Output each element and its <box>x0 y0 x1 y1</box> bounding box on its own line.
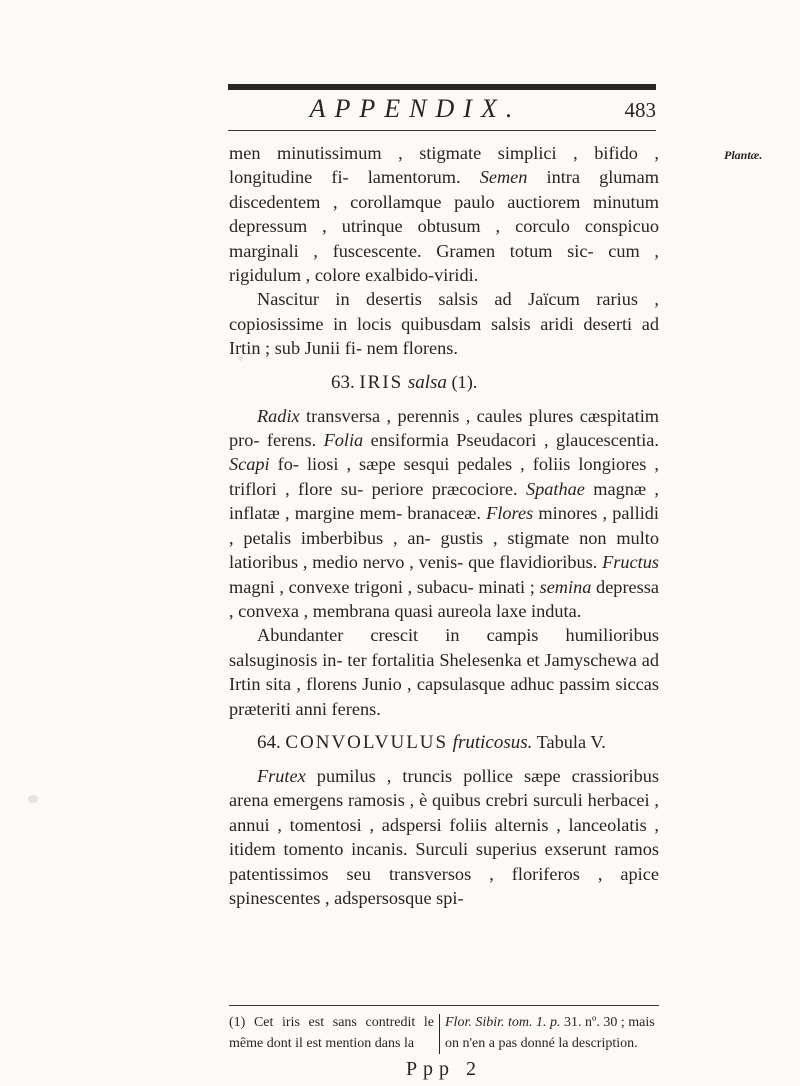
term-text: minores , pallidi , petalis imberbibus , an- gustis , stigmate non multo latioribus , medio nervo , venis- que flavidioribus. <box>229 503 660 573</box>
term-text: ensiformia Pseudacori , glaucescentia. <box>363 430 659 451</box>
header-thick-rule <box>228 84 656 90</box>
term-text: magni , convexe trigoni , subacu- minati ; <box>229 576 540 597</box>
footnote-rule <box>229 1005 659 1006</box>
footnote-left-column: (1) Cet iris est sans contredit le même dont il est mention dans la <box>229 1015 434 1051</box>
term-text: depressa , convexa , membrana quasi aureola laxe induta. <box>229 576 659 621</box>
entry-number: 64. <box>257 731 281 753</box>
term-label: Folia <box>323 430 364 451</box>
term-label: Spathae <box>525 478 585 499</box>
term-label: Fructus <box>602 552 659 573</box>
term-label: Radix <box>257 405 300 426</box>
footnote-column-divider <box>439 1014 440 1054</box>
entry-epithet: salsa <box>407 371 447 393</box>
text-run: men minutissimum , stigmate simplici , bifido , longitudine fi- lamentorum. <box>229 143 659 188</box>
footnote-reference: (1). <box>451 371 478 392</box>
header-thin-rule <box>228 130 656 131</box>
description-paragraph <box>229 404 659 624</box>
entry-epithet: fruticosus. <box>452 731 533 753</box>
running-head <box>228 94 656 128</box>
plate-reference: Tabula V. <box>536 731 606 752</box>
term-label: semina <box>539 576 592 597</box>
term-text: pumilus , truncis pollice sæpe crassioribus arena emergens ramosis , è quibus crebri surculi herbacei , annui , tomentosi , adspersi foliis alternis , lanceolatis , itidem tomento incanis. Surculi superius exserunt ramos patentissimos seu transversos , floriferos , apice spinescentes , adspersosque spi- <box>229 765 659 908</box>
footnote-right-column <box>445 1012 659 1054</box>
footnotes <box>229 1012 659 1056</box>
term-text: fo- liosi , sæpe sesqui pedales , foliis longiores , triflori , flore su- periore præcociore. <box>229 454 659 499</box>
term-label: Frutex <box>257 765 306 786</box>
signature-mark: Ppp 2 <box>405 1058 483 1080</box>
habitat-paragraph: Abundanter crescit in campis humilioribus salsuginosis in- ter fortalitia Shelesenka et Jamyschewa ad Irtin sita , florens Junio , capsulasque adhuc passim siccas præteriti anni ferens. <box>229 625 659 719</box>
text-run: intra glumam discedentem , corollamque paulo auctiorem minutum depressum , utrinque obtusum , corculo conspicuo marginali , fuscescente. Gramen totum sic- cum , rigidulum , colore exalbido-viridi. <box>229 167 659 286</box>
paragraph <box>229 141 659 287</box>
entry-number: 63. <box>331 371 355 393</box>
main-text <box>229 141 659 910</box>
entry-genus: CONVOLVULUS <box>285 731 449 753</box>
term-text: transversa , perennis , caules plures cæspitatim pro- ferens. <box>229 405 659 451</box>
entry-heading <box>229 729 659 756</box>
term-text: magnæ , inflatæ , margine mem- branaceæ. <box>229 478 659 524</box>
running-head-title: APPENDIX. <box>309 94 522 123</box>
citation-text: 31. nº. 30 ; mais on n'en a pas donné la description. <box>445 1015 655 1051</box>
paper-stain <box>28 795 38 803</box>
term-label: Semen <box>479 167 528 188</box>
entry-heading <box>229 369 659 396</box>
term-label: Flores <box>486 503 534 524</box>
paragraph: Nascitur in desertis salsis ad Jaïcum rarius , copiosissime in locis quibusdam salsis aridi deserti ad Irtin ; sub Junii fi- nem florens. <box>229 289 659 359</box>
citation: Flor. Sibir. tom. 1. p. <box>445 1015 561 1030</box>
term-label: Scapi <box>229 454 270 475</box>
entry-genus: IRIS <box>359 371 404 393</box>
margin-note: Plantæ. <box>724 148 763 162</box>
description-paragraph <box>229 764 659 910</box>
page-number: 483 <box>624 98 656 122</box>
